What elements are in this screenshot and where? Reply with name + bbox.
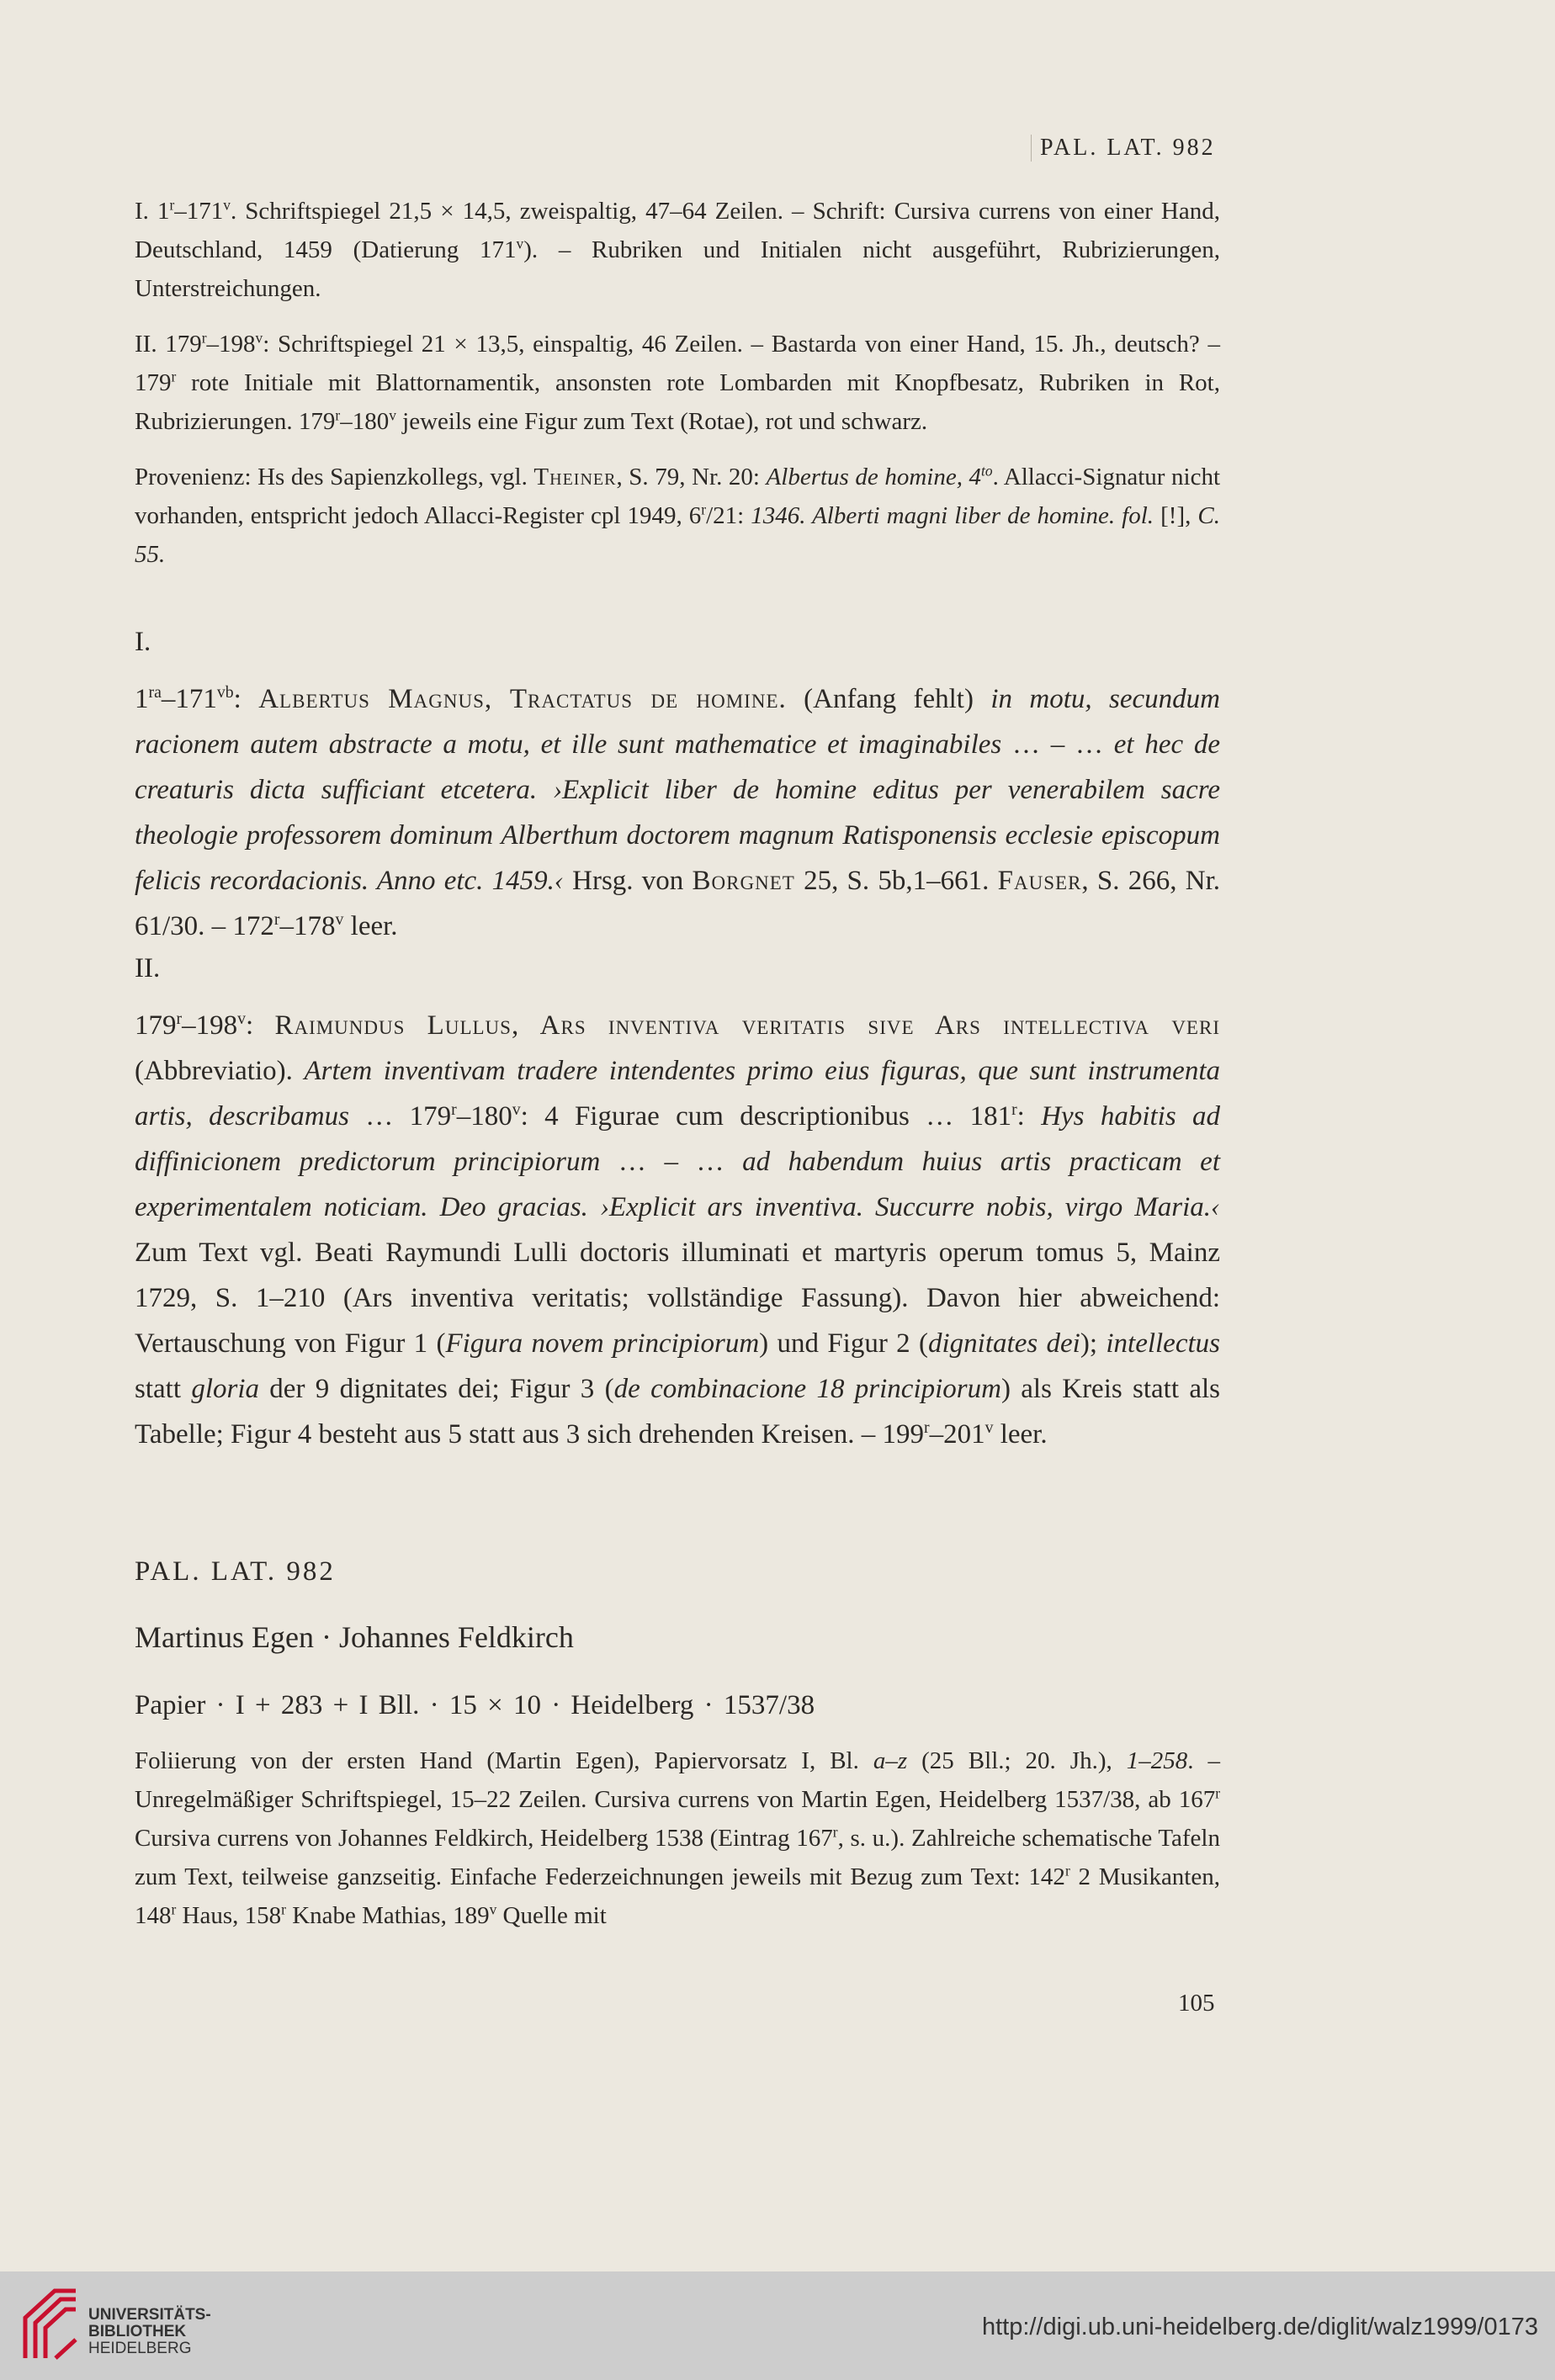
codicology-block (135, 192, 1220, 574)
section-text: 179$^r$–198$^v$: Raimundus Lullus, Ars inventiva veritatis sive Ars intellectiva veri (Abbreviatio). Artem inventivam tradere intendentes primo eius figuras, que sunt instrumenta artis, describamus … 179$^r$–180$^v$: 4 Figurae cum descriptionibus … 181$^r$: Hys habitis ad diffinicionem predictorum principiorum … – … ad habendum huius artis practicam et experimentalem noticiam. Deo gracias. ›Explicit ars inventiva. Succurre nobis, virgo Maria.‹ Zum Text vgl. Beati Raymundi Lulli doctoris illuminati et martyris operum tomus 5, Mainz 1729, S. 1–210 (Ars inventiva veritatis; vollständige Fassung). Davon hier abweichend: Vertauschung von Figur 1 (Figura novem principiorum) und Figur 2 (dignitates dei); intellectus statt gloria der 9 dignitates dei; Figur 3 (de combinacione 18 principiorum) als Kreis statt als Tabelle; Figur 4 besteht aus 5 statt aus 3 sich drehenden Kreisen. – 199$^r$–201$^v$ leer. (135, 1010, 1221, 1450)
section-text: $1^{ra}-171^{vb}$: Albertus Magnus, Tractatus de homine. (Anfang fehlt) in motu, secundum racionem autem abstracte a motu, et ille sunt mathematice et imaginabiles … – … et hec de creaturis dicta sufficiant etcetera. ›Explicit liber de homine editus per venerabilem sacre theologie professorem dominum Alberthum doctorem magnum Ratisponensis ecclesie episcopum felicis recordacionis. Anno etc. 1459.‹ Hrsg. von Borgnet 25, S. 5b,1–661. Fauser, S. 266, Nr. 61/30. – 172$^r$–178$^v$ leer. (135, 683, 1221, 941)
physical-description: Papier · I + 283 + I Bll. · 15 × 10 · Heidelberg · 1537/38 (135, 1690, 815, 1720)
library-name-line: BIBLIOTHEK (88, 2323, 187, 2340)
section-i (135, 627, 1220, 949)
library-name (88, 2307, 211, 2357)
library-name-line: HEIDELBERG (88, 2340, 192, 2357)
section-heading: II. (135, 953, 161, 983)
entry-description: Foliierung von der ersten Hand (Martin Egen), Papiervorsatz I, Bl. a–z (25 Bll.; 20. Jh.), 1–258. – Unregelmäßiger Schriftspiegel, 15–22 Zeilen. Cursiva currens von Martin Egen, Heidelberg 1537/38, ab 167$^r$ Cursiva currens von Johannes Feldkirch, Heidelberg 1538 (Eintrag 167$^r$, s. u.). Zahlreiche schematische Tafeln zum Text, teilweise ganzseitig. Einfache Federzeichnungen jeweils mit Bezug zum Text: 142$^r$ 2 Musikanten, 148$^r$ Haus, 158$^r$ Knabe Mathias, 189$^v$ Quelle mit (135, 1747, 1220, 1929)
catalog-entry (135, 1556, 1220, 1935)
running-head: PAL. LAT. 982 (1031, 135, 1216, 162)
section-heading: I. (135, 627, 151, 657)
shelfmark: PAL. LAT. 982 (135, 1556, 336, 1587)
entry-authors: Martinus Egen · Johannes Feldkirch (135, 1620, 574, 1654)
source-url-link[interactable]: http://digi.ub.uni-heidelberg.de/diglit/walz1999/0173 (981, 2314, 1538, 2340)
provenance: Provenienz: Hs des Sapienzkollegs, vgl. Theiner, S. 79, Nr. 20: Albertus de homine, $4^{to}$. Allacci-Signatur nicht vorhanden, entspricht jedoch Allacci-Register cpl 1949, 6$^r$/21: 1346. Alberti magni liber de homine. fol. [!], C. 55. (135, 462, 1221, 568)
codicology-part-1: I. 1$^r$–171$^v$. Schriftspiegel 21,5 × 14,5, zweispaltig, 47–64 Zeilen. – Schrift: Cursiva currens von einer Hand, Deutschland, 1459 (Datierung 171$^v$). – Rubriken und Initialen nicht ausgeführt, Rubrizierungen, Unterstreichungen. (135, 196, 1220, 302)
section-ii (135, 953, 1220, 1457)
ub-heidelberg-logo-icon (17, 2284, 84, 2364)
page-number: 105 (1178, 1990, 1215, 2017)
codicology-part-2: II. 179$^r$–198$^v$: Schriftspiegel 21 × 13,5, einspaltig, 46 Zeilen. – Bastarda von einer Hand, 15. Jh., deutsch? – 179$^r$ rote Initiale mit Blattornamentik, ansonsten rote Lombarden mit Knopfbesatz, Rubriken in Rot, Rubrizierungen. 179$^r$–180$^v$ jeweils eine Figur zum Text (Rotae), rot und schwarz. (135, 329, 1220, 435)
library-name-line: UNIVERSITÄTS- (88, 2306, 211, 2324)
